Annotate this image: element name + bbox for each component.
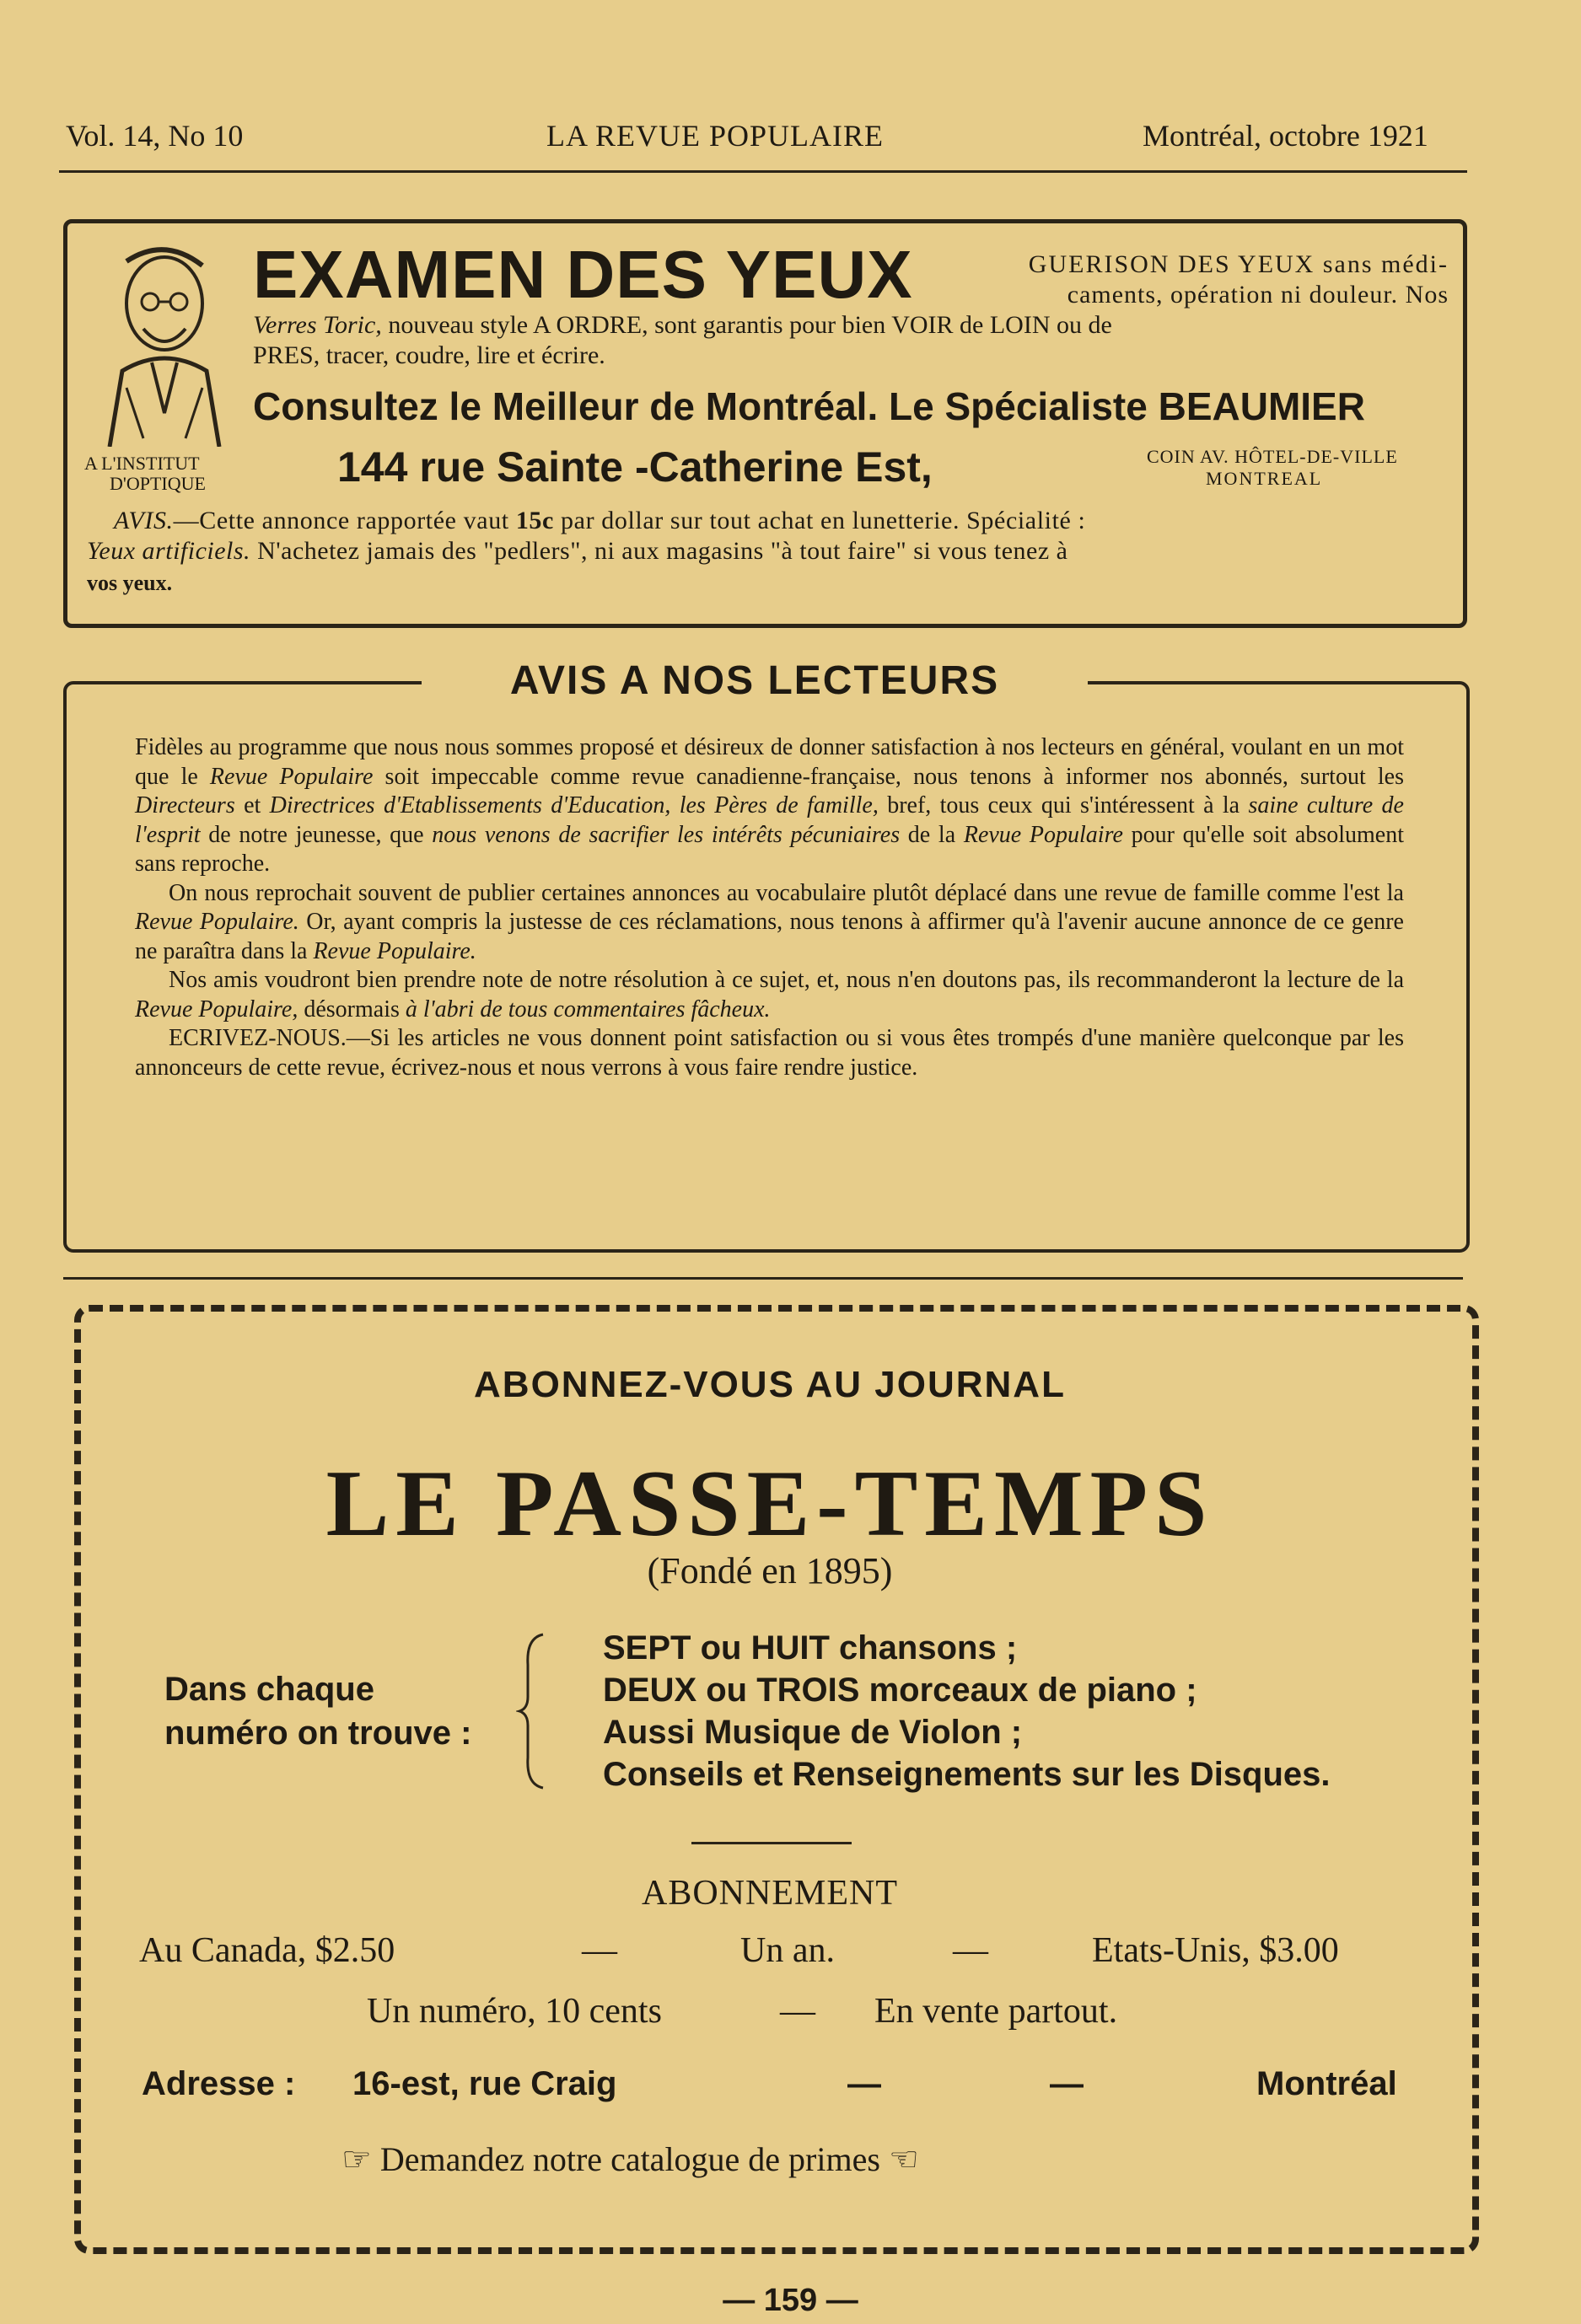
notice-p3-em-2: à l'abri de tous commentaires fâcheux. (405, 996, 771, 1022)
ad-avis-emphasis: Yeux artificiels. (87, 537, 251, 565)
ad-title: EXAMEN DES YEUX (253, 237, 913, 312)
notice-paragraph-1 (135, 733, 1404, 879)
catalog-text: Demandez notre catalogue de primes (379, 2140, 880, 2178)
ad-line-3-emphasis: Verres Toric, (253, 311, 382, 339)
ad-address: 144 rue Sainte -Catherine Est, (337, 443, 933, 491)
subscription-divider (691, 1842, 852, 1844)
notice-body (135, 733, 1404, 1082)
ad-institut: A L'INSTITUT (84, 453, 200, 474)
ad-avis-text-b: par dollar sur tout achat en lunetterie. Spécialité : (553, 507, 1086, 534)
ad-avis-line-2 (87, 536, 1453, 566)
ad-line-2: caments, opération ni douleur. Nos (1067, 281, 1449, 309)
notice-p2-em-2: Revue Populaire. (313, 937, 476, 964)
notice-title: AVIS A NOS LECTEURS (509, 658, 1000, 703)
notice-p2-text-a: On nous reprochait souvent de publier certaines annonces au vocabulaire plutôt déplacé dans une revue de famille comme l'est la (169, 879, 1404, 906)
subscription-contents-label (164, 1667, 471, 1755)
subscription-founded: (Fondé en 1895) (647, 1550, 893, 1591)
address-dash-2: — (1050, 2065, 1084, 2102)
subscription-kicker: ABONNEZ-VOUS AU JOURNAL (474, 1364, 1066, 1405)
subscription-item-2: DEUX ou TROIS morceaux de piano ; (603, 1672, 1197, 1709)
subscription-contents-label-2: numéro on trouve : (164, 1715, 472, 1752)
notice-p1-text-g: pour qu'elle soit absolument sans reproche. (135, 821, 1404, 877)
notice-p1-text-f: de la (900, 821, 964, 848)
ad-line-3-text: nouveau style A ORDRE, sont garantis pour bien VOIR de LOIN ou de (381, 311, 1112, 339)
journal-name: LA REVUE POPULAIRE (546, 119, 885, 153)
page-number: — 159 — (723, 2283, 858, 2318)
brace-icon (516, 1631, 550, 1791)
notice-p3-em-1: Revue Populaire, (135, 996, 298, 1022)
subscription-contents-label-1: Dans chaque (164, 1671, 374, 1708)
price-canada: Au Canada, $2.50 (139, 1931, 395, 1970)
price-dash-1: — (582, 1931, 617, 1970)
ad-avis-label: AVIS. (114, 507, 174, 534)
ad-corner-street: COIN AV. HÔTEL-DE-VILLE (1147, 446, 1398, 467)
ad-avis-line-3: vos yeux. (87, 571, 173, 595)
ad-avis-line-1 (114, 506, 1455, 536)
price-single-issue: Un numéro, 10 cents (367, 1992, 662, 2031)
subscription-item-3: Aussi Musique de Violon ; (603, 1714, 1023, 1751)
ad-avis-text-c: N'achetez jamais des "pedlers", ni aux magasins "à tout faire" si vous tenez à (250, 537, 1068, 565)
ad-optique: D'OPTIQUE (110, 473, 206, 494)
notice-p1-em-4: saine culture de l'esprit (135, 792, 1404, 848)
price-period: Un an. (740, 1931, 835, 1970)
notice-p3-text-b: désormais (298, 996, 406, 1022)
notice-p1-em-2: Directeurs (135, 792, 235, 818)
catalog-line (341, 2139, 919, 2179)
ad-line-1: GUERISON DES YEUX sans médi- (1028, 250, 1449, 278)
subscription-item-1: SEPT ou HUIT chansons ; (603, 1629, 1018, 1667)
notice-p1-em-5: nous venons de sacrifier les intérêts pécuniaires (432, 821, 901, 848)
section-separator (63, 1277, 1463, 1280)
ad-specialist-line: Consultez le Meilleur de Montréal. Le Spécialiste BEAUMIER (253, 384, 1365, 428)
header-rule (59, 170, 1467, 173)
ad-avis-price: 15c (515, 507, 554, 534)
notice-p4-label: ECRIVEZ-NOUS. (169, 1025, 347, 1051)
ad-line-4: PRES, tracer, coudre, lire et écrire. (253, 341, 605, 369)
notice-p2-text-b: Or, ayant compris la justesse de ces réclamations, nous tenons à affirmer qu'à l'avenir aucune annonce de ce genre ne paraîtra dans la (135, 909, 1404, 964)
notice-p1-text-a: Fidèles au programme que nous nous sommes proposé et désireux de donner satisfaction à nos lecteurs en général, voulant en un mot que le (135, 734, 1404, 790)
notice-p1-em-3: Directrices d'Etablissements d'Education, les Pères de famille, (269, 792, 879, 818)
address-city: Montréal (1256, 2065, 1397, 2102)
notice-p1-em-1: Revue Populaire (209, 763, 374, 790)
notice-p1-text-b: soit impeccable comme revue canadienne-française, nous tenons à informer nos abonnés, surtout les (373, 763, 1404, 790)
pointing-hand-right-icon: ☞ (341, 2140, 372, 2178)
subscription-item-4: Conseils et Renseignements sur les Disques. (603, 1756, 1331, 1793)
pointing-hand-left-icon: ☜ (888, 2140, 919, 2178)
notice-p4-text: —Si les articles ne vous donnent point satisfaction ou si vous êtes trompés d'une manière quelconque par les annonceurs de cette revue, écrivez-nous et nous verrons à vous faire rendre justice. (135, 1025, 1404, 1081)
dateline: Montréal, octobre 1921 (1143, 119, 1428, 153)
optician-portrait-icon (93, 244, 236, 447)
address-dash-1: — (847, 2065, 881, 2102)
ad-line-3 (253, 310, 1112, 341)
address-label: Adresse : (142, 2065, 296, 2102)
address-street: 16-est, rue Craig (352, 2065, 617, 2102)
notice-p3-text-a: Nos amis voudront bien prendre note de notre résolution à ce sujet, et, nous n'en doutons pas, ils recommanderont la lecture de la (169, 967, 1404, 993)
subscription-title: LE PASSE-TEMPS (325, 1452, 1214, 1556)
notice-p1-text-d: bref, tous ceux qui s'intéressent à la (878, 792, 1249, 818)
notice-paragraph-3 (135, 966, 1404, 1024)
price-availability: En vente partout. (874, 1992, 1118, 2031)
volume-number: Vol. 14, No 10 (66, 119, 244, 153)
price-dash-2: — (953, 1931, 988, 1970)
abonnement-heading: ABONNEMENT (642, 1874, 898, 1913)
notice-p2-em-1: Revue Populaire. (135, 909, 299, 935)
notice-paragraph-2 (135, 879, 1404, 967)
notice-paragraph-4 (135, 1024, 1404, 1082)
price-dash-3: — (780, 1992, 815, 2031)
subscription-contents-list (603, 1627, 1331, 1795)
ad-avis-text-a: —Cette annonce rapportée vaut (173, 507, 516, 534)
notice-p1-em-6: Revue Populaire (963, 821, 1123, 848)
price-usa: Etats-Unis, $3.00 (1092, 1931, 1339, 1970)
notice-p1-text-e: de notre jeunesse, que (200, 821, 433, 848)
ad-corner-city: MONTREAL (1206, 468, 1323, 489)
notice-p1-text-c: et (234, 792, 270, 818)
